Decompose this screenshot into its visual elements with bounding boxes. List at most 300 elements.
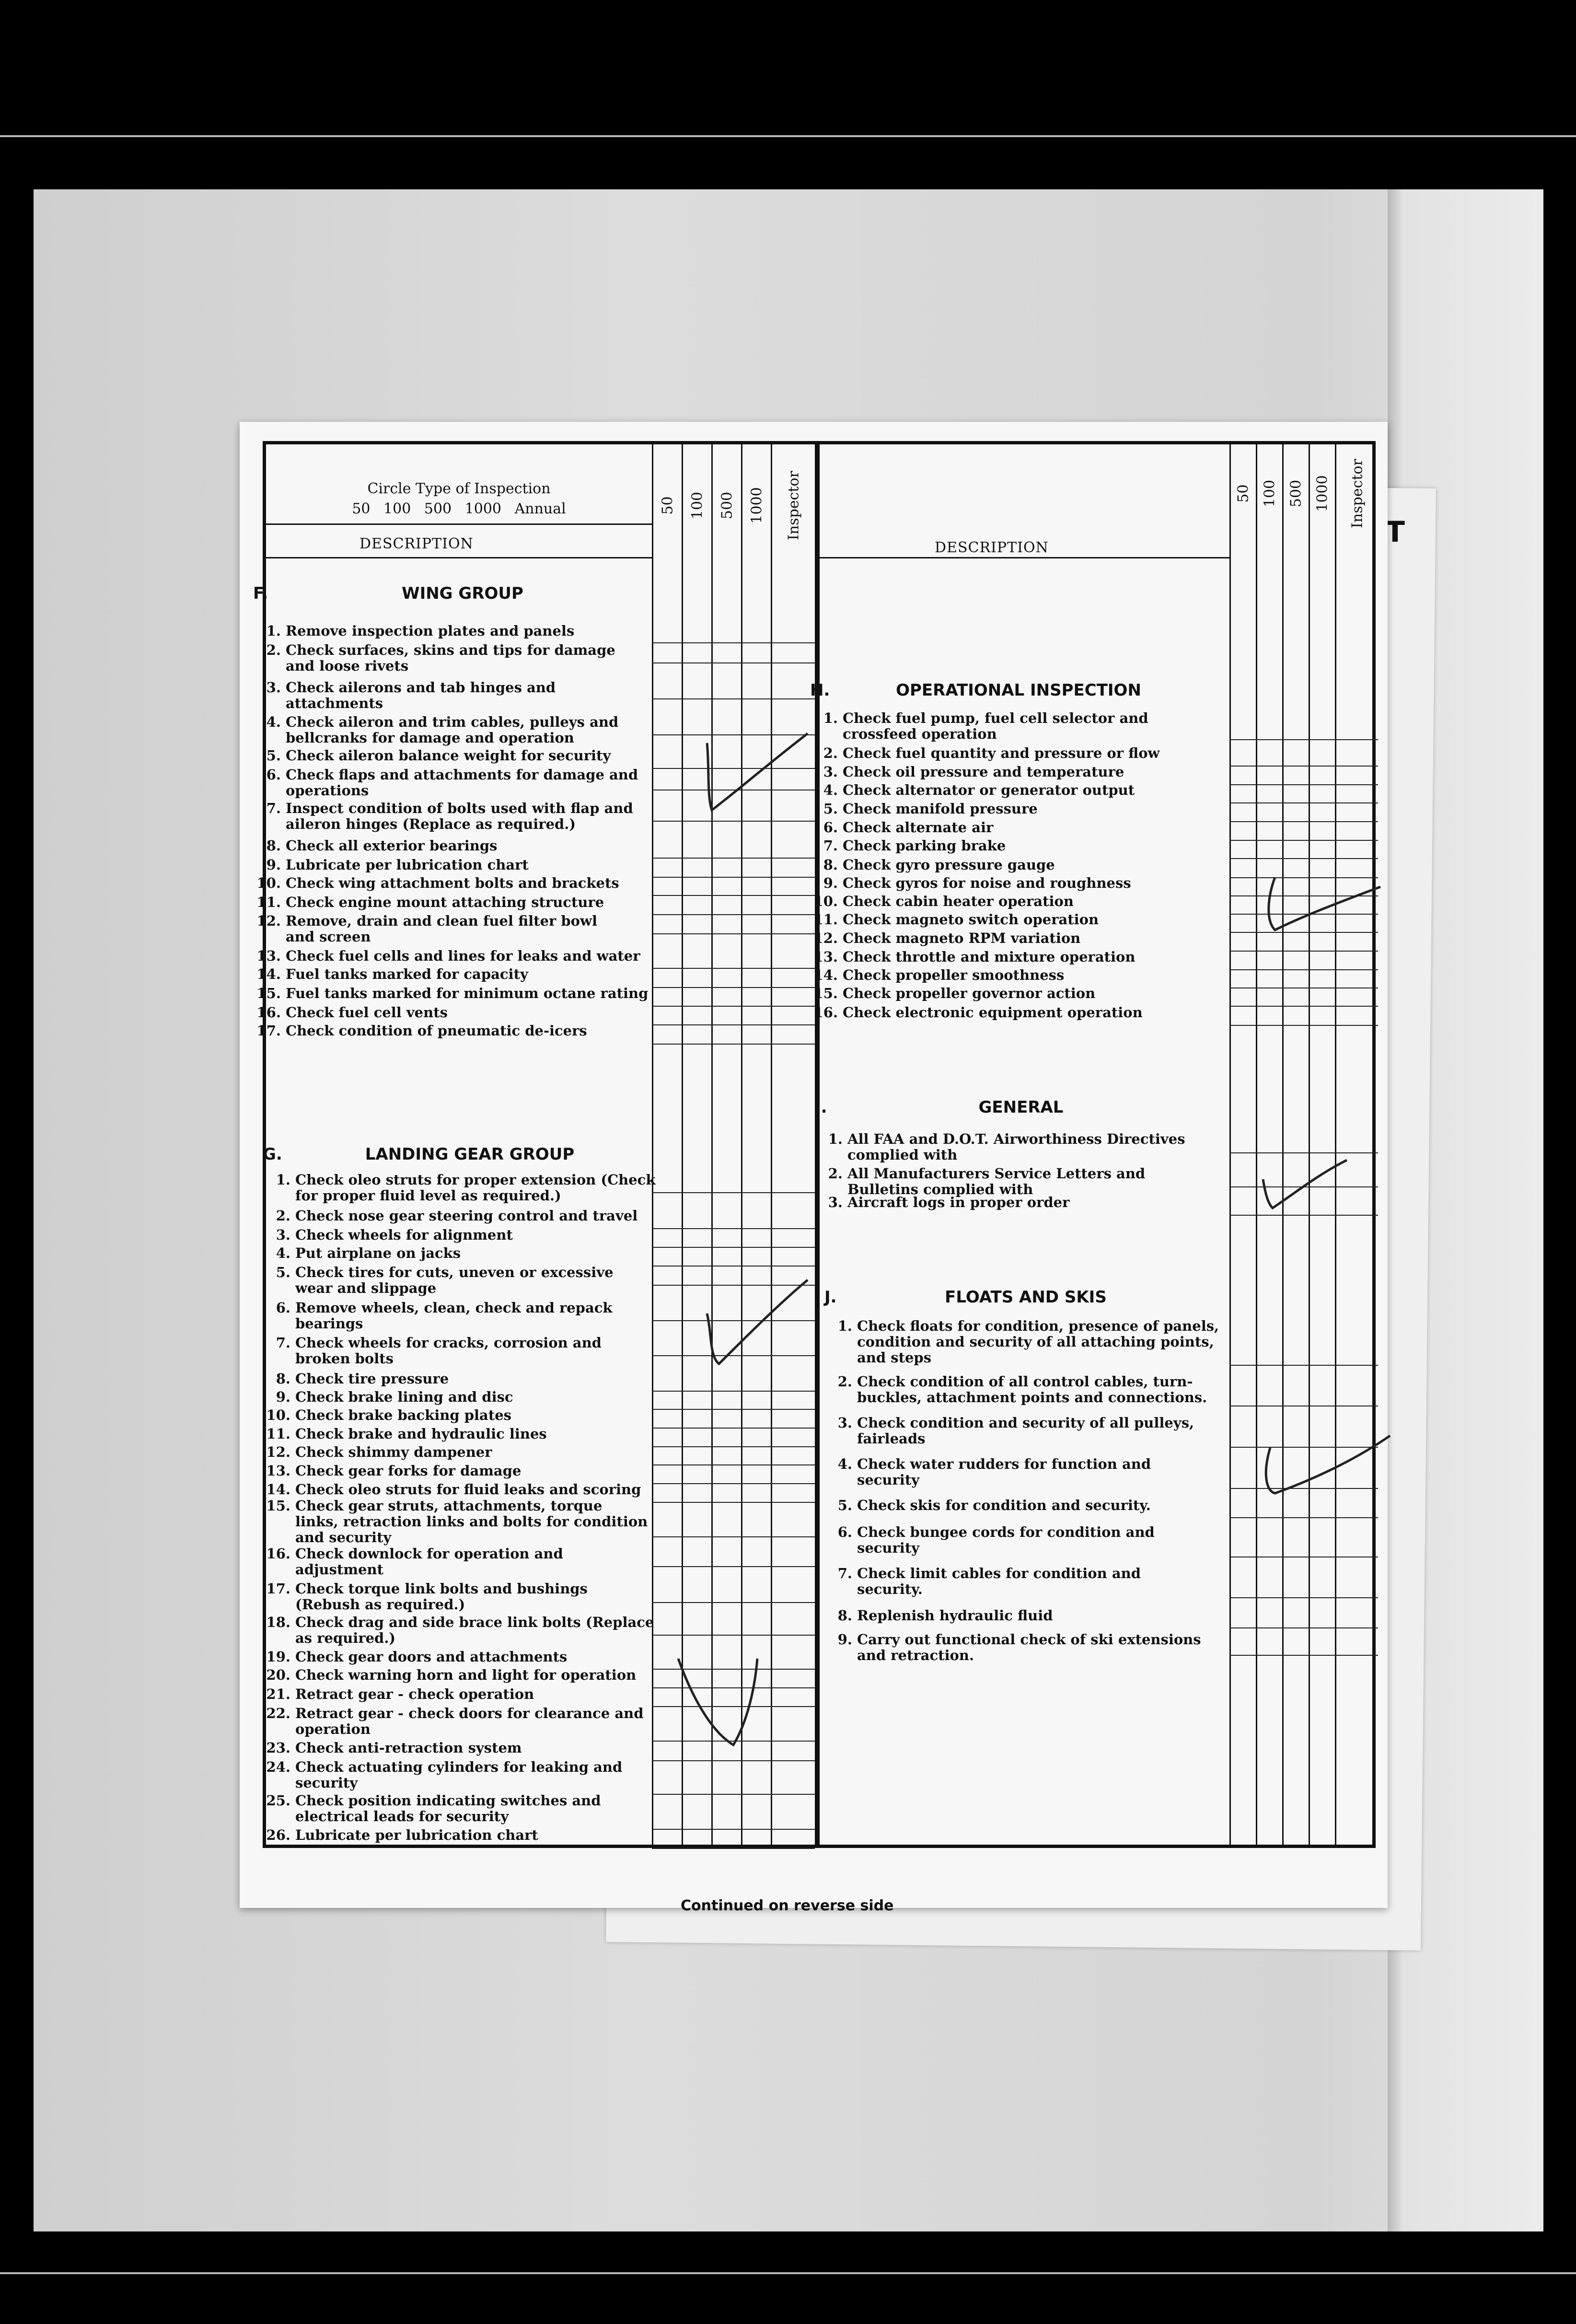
item-text: Check oleo struts for proper extension (Check for proper fluid level as required.) [295, 1172, 656, 1204]
item-number: 15. [813, 985, 838, 1001]
item-number: 20. [266, 1667, 290, 1683]
checklist-item-g-17 [263, 1581, 588, 1613]
item-number: 6. [823, 819, 838, 836]
column-header-100-right: 100 [1261, 479, 1278, 508]
checklist-item-h-9 [810, 875, 1131, 891]
item-text: Check torque link bolts and bushings (Rebush as required.) [295, 1580, 588, 1613]
checklist-item-g-3 [263, 1227, 513, 1243]
item-text: Aircraft logs in proper order [847, 1194, 1070, 1210]
item-number: 14. [256, 966, 281, 982]
checklist-item-g-18 [263, 1615, 654, 1646]
item-number: 13. [813, 949, 838, 965]
left-row-rule-29 [652, 1464, 815, 1465]
checklist-item-i-1 [815, 1131, 1185, 1163]
left-row-rule-13 [652, 968, 815, 969]
checklist-item-f-11 [253, 895, 604, 910]
right-check-columns [1229, 444, 1378, 1845]
item-number: 7. [837, 1565, 852, 1581]
right-row-rule-6 [1229, 840, 1378, 841]
item-number: 5. [276, 1264, 290, 1280]
left-row-rule-26 [652, 1409, 815, 1410]
item-number: 2. [276, 1208, 290, 1224]
item-number: 24. [266, 1759, 290, 1775]
checklist-item-h-11 [810, 912, 1099, 928]
checklist-item-j-5 [824, 1498, 1151, 1513]
right-row-rule-2 [1229, 766, 1378, 767]
item-number: 1. [837, 1318, 852, 1334]
item-text: Lubricate per lubrication chart [286, 857, 529, 873]
left-row-rule-20 [652, 1247, 815, 1248]
checklist-item-j-8 [824, 1608, 1053, 1624]
checklist-item-g-8 [263, 1371, 449, 1387]
item-number: 2. [823, 745, 838, 761]
item-number: 1. [828, 1131, 843, 1147]
left-row-rule-35 [652, 1635, 815, 1636]
inspection-type-options [266, 500, 652, 517]
checklist-item-g-25 [263, 1793, 601, 1824]
column-header-inspector-right: Inspector [1349, 459, 1366, 528]
item-number: 8. [276, 1371, 290, 1387]
item-text: Check aileron balance weight for security [286, 747, 611, 764]
checklist-item-g-10 [263, 1407, 511, 1423]
checklist-item-h-13 [810, 949, 1135, 965]
left-row-rule-21 [652, 1266, 815, 1267]
check-mark-general-path [1263, 1160, 1347, 1208]
checklist-item-f-8 [253, 838, 498, 854]
left-row-rule-2 [652, 662, 815, 663]
right-row-rule-27 [1229, 1627, 1378, 1628]
item-text: Fuel tanks marked for minimum octane rating [286, 985, 649, 1001]
checklist-item-h-7 [810, 838, 1006, 854]
section-title-g: LANDING GEAR GROUP [365, 1145, 575, 1164]
checklist-item-h-8 [810, 857, 1055, 873]
checklist-item-g-26 [263, 1827, 538, 1843]
item-text: Check floats for condition, presence of panels, condition and security of all attaching points, and steps [857, 1318, 1219, 1366]
section-letter-g: G. [263, 1145, 282, 1164]
left-row-rule-14 [652, 987, 815, 988]
checklist-item-g-15 [263, 1498, 648, 1545]
left-row-rule-3 [652, 698, 815, 699]
left-row-rule-42 [652, 1829, 815, 1830]
checklist-item-g-2 [263, 1208, 637, 1224]
item-text: Check propeller governor action [843, 985, 1096, 1001]
checklist-item-g-19 [263, 1649, 567, 1665]
checklist-item-f-7 [253, 801, 633, 832]
item-number: 3. [837, 1415, 852, 1431]
item-number: 9. [266, 857, 281, 873]
checklist-item-h-1 [810, 710, 1148, 742]
item-number: 25. [266, 1792, 290, 1809]
item-text: Check fuel quantity and pressure or flow [843, 745, 1160, 761]
checklist-item-f-13 [253, 948, 640, 964]
continued-note: Continued on reverse side [681, 1897, 894, 1914]
item-number: 10. [266, 1407, 290, 1423]
item-number: 2. [828, 1165, 843, 1182]
item-text: Check condition of pneumatic de-icers [286, 1023, 587, 1039]
left-row-rule-40 [652, 1760, 815, 1761]
checklist-item-f-3 [253, 680, 556, 711]
item-number: 14. [813, 967, 838, 983]
checklist-item-j-9 [824, 1632, 1201, 1663]
right-row-rule-17 [1229, 1152, 1378, 1153]
item-text: Check fuel cell vents [286, 1004, 448, 1021]
left-row-rule-15 [652, 1006, 815, 1007]
item-number: 16. [266, 1545, 290, 1562]
item-number: 3. [828, 1194, 843, 1210]
check-mark-wing-path [707, 733, 808, 810]
item-number: 11. [256, 894, 281, 910]
section-letter-j: J. [824, 1288, 837, 1307]
item-number: 11. [813, 911, 838, 928]
item-number: 9. [823, 875, 838, 891]
item-number: 15. [256, 985, 281, 1001]
check-mark-landing-gear [697, 1275, 812, 1371]
item-number: 7. [276, 1335, 290, 1351]
item-text: Check warning horn and light for operation [295, 1667, 637, 1683]
circle-type-label: Circle Type of Inspection [367, 480, 551, 497]
item-number: 13. [256, 948, 281, 964]
column-header-500-right: 500 [1287, 479, 1305, 508]
left-row-rule-17 [652, 1044, 815, 1045]
column-inspector-right [1335, 444, 1378, 1845]
item-number: 26. [266, 1827, 290, 1843]
section-title-j: FLOATS AND SKIS [945, 1288, 1107, 1307]
item-number: 4. [266, 714, 281, 730]
column-header-500: 500 [718, 491, 735, 520]
type-option-50[interactable]: 50 [352, 500, 371, 517]
item-text: Check ailerons and tab hinges and attachments [286, 679, 556, 711]
item-text: Check oil pressure and temperature [843, 764, 1124, 780]
left-check-columns [652, 444, 815, 1845]
left-row-rule-41 [652, 1794, 815, 1795]
checklist-item-g-9 [263, 1389, 513, 1405]
item-number: 4. [837, 1456, 852, 1472]
item-text: Check aileron and trim cables, pulleys and bellcranks for damage and operation [286, 714, 619, 746]
item-number: 19. [266, 1649, 290, 1665]
type-option-100[interactable]: 100 [383, 500, 411, 517]
section-letter-i: I. [815, 1098, 827, 1117]
item-number: 6. [837, 1524, 852, 1540]
left-row-rule-34 [652, 1602, 815, 1603]
item-number: 2. [266, 642, 281, 658]
item-text: Check parking brake [843, 837, 1006, 854]
checklist-item-h-10 [810, 894, 1074, 909]
checklist-item-g-23 [263, 1740, 522, 1756]
left-row-rule-32 [652, 1536, 815, 1537]
checklist-item-h-14 [810, 967, 1064, 983]
item-number: 5. [266, 747, 281, 764]
checklist-item-f-10 [253, 875, 619, 891]
right-row-rule-4 [1229, 802, 1378, 803]
item-text: Check water rudders for function and security [857, 1456, 1151, 1488]
checklist-item-f-15 [253, 986, 648, 1001]
checklist-item-f-14 [253, 966, 528, 982]
right-row-rule-12 [1229, 951, 1378, 952]
item-number: 6. [276, 1300, 290, 1316]
item-number: 3. [823, 764, 838, 780]
header-rule-left-top [266, 523, 652, 525]
left-row-rule-16 [652, 1024, 815, 1025]
checklist-item-h-6 [810, 820, 993, 836]
item-number: 12. [813, 930, 838, 946]
checklist-item-g-7 [263, 1335, 602, 1367]
column-100-right [1256, 444, 1282, 1845]
check-mark-operational [1261, 868, 1385, 944]
item-text: Check wheels for alignment [295, 1227, 513, 1243]
checklist-item-g-24 [263, 1759, 622, 1791]
column-50-right [1229, 444, 1256, 1845]
checklist-item-g-1 [263, 1172, 655, 1204]
item-number: 4. [276, 1245, 290, 1261]
item-text: Check condition of all control cables, turn- buckles, attachment points and connections. [857, 1373, 1207, 1406]
item-text: Check gear forks for damage [295, 1463, 521, 1479]
left-row-rule-25 [652, 1391, 815, 1392]
item-text: Remove inspection plates and panels [286, 623, 575, 639]
section-title-i: GENERAL [978, 1098, 1064, 1117]
item-number: 21. [266, 1686, 290, 1702]
item-number: 8. [823, 857, 838, 873]
left-row-rule-27 [652, 1428, 815, 1429]
item-text: Check bungee cords for condition and security [857, 1524, 1155, 1556]
checklist-item-g-14 [263, 1482, 641, 1498]
item-text: Check alternate air [843, 819, 994, 836]
checklist-item-j-7 [824, 1566, 1141, 1597]
item-text: Check actuating cylinders for leaking and security [295, 1759, 623, 1791]
checklist-item-h-16 [810, 1005, 1143, 1021]
checklist-item-f-9 [253, 857, 529, 873]
checklist-item-h-5 [810, 801, 1038, 817]
item-number: 9. [837, 1631, 852, 1648]
check-mark-wing-group [697, 724, 812, 820]
item-text: Check brake lining and disc [295, 1389, 513, 1405]
item-text: Check oleo struts for fluid leaks and scoring [295, 1481, 641, 1498]
item-number: 11. [266, 1426, 290, 1442]
column-header-50-right: 50 [1235, 484, 1252, 503]
item-text: Check throttle and mixture operation [843, 949, 1136, 965]
item-number: 3. [266, 679, 281, 696]
right-row-rule-24 [1229, 1517, 1378, 1518]
left-row-rule-10 [652, 895, 815, 896]
checklist-item-f-2 [253, 642, 615, 674]
item-text: Check position indicating switches and electrical leads for security [295, 1792, 601, 1824]
column-header-1000-right: 1000 [1314, 475, 1331, 512]
right-row-rule-5 [1229, 821, 1378, 822]
section-title-h: OPERATIONAL INSPECTION [896, 681, 1141, 700]
item-number: 6. [266, 767, 281, 783]
right-row-rule-7 [1229, 858, 1378, 859]
item-number: 12. [256, 913, 281, 929]
checklist-item-f-6 [253, 767, 638, 799]
item-text: Check condition and security of all pulleys, fairleads [857, 1415, 1194, 1447]
right-row-rule-16 [1229, 1025, 1378, 1026]
item-text: Check shimmy dampener [295, 1444, 492, 1460]
right-row-rule-13 [1229, 969, 1378, 970]
checklist-item-j-1 [824, 1318, 1219, 1366]
item-number: 17. [266, 1580, 290, 1597]
check-mark-floats [1261, 1433, 1395, 1515]
right-row-rule-26 [1229, 1597, 1378, 1598]
checklist-item-j-4 [824, 1456, 1151, 1488]
checklist-item-g-20 [263, 1667, 636, 1683]
check-mark-general [1256, 1155, 1352, 1218]
item-number: 22. [266, 1705, 290, 1721]
column-header-50: 50 [659, 496, 676, 515]
left-row-rule-43 [652, 1848, 815, 1849]
checklist-item-g-5 [263, 1265, 614, 1296]
left-row-rule-31 [652, 1502, 815, 1503]
checklist-item-h-12 [810, 930, 1080, 946]
checklist-item-h-2 [810, 745, 1160, 761]
item-text: Check nose gear steering control and travel [295, 1208, 638, 1224]
right-row-rule-28 [1229, 1655, 1378, 1656]
left-row-rule-8 [652, 858, 815, 859]
header-rule-left-bottom [266, 557, 652, 558]
item-number: 16. [256, 1004, 281, 1021]
checklist-item-i-2 [815, 1166, 1145, 1197]
section-letter-h: H. [810, 681, 830, 700]
item-text: Check tire pressure [295, 1371, 449, 1387]
item-number: 12. [266, 1444, 290, 1460]
item-text: Check magneto RPM variation [843, 930, 1081, 946]
item-text: Check wing attachment bolts and brackets [286, 875, 619, 891]
item-number: 17. [256, 1023, 281, 1039]
right-row-rule-20 [1229, 1365, 1378, 1366]
item-number: 9. [276, 1389, 290, 1405]
checklist-item-f-12 [253, 913, 597, 945]
check-mark-operational-path [1269, 877, 1380, 930]
item-text: Check gear doors and attachments [295, 1649, 568, 1665]
checklist-item-i-3 [815, 1195, 1069, 1210]
item-number: 4. [823, 782, 838, 798]
item-number: 15. [266, 1498, 290, 1514]
item-text: Check wheels for cracks, corrosion and broken bolts [295, 1335, 602, 1367]
check-mark-retract-gear [671, 1654, 781, 1759]
checklist-item-h-3 [810, 764, 1124, 780]
checklist-item-f-5 [253, 748, 611, 764]
checklist-item-g-13 [263, 1463, 521, 1479]
item-text: Fuel tanks marked for capacity [286, 966, 528, 982]
section-letter-f: F. [253, 584, 268, 603]
item-number: 13. [266, 1463, 290, 1479]
item-text: Check brake backing plates [295, 1407, 512, 1423]
item-text: Check engine mount attaching structure [286, 894, 604, 910]
item-text: Check propeller smoothness [843, 967, 1065, 983]
checklist-item-g-12 [263, 1444, 492, 1460]
section-title-f: WING GROUP [402, 584, 523, 603]
film-top-strip [0, 135, 1576, 137]
left-row-rule-28 [652, 1446, 815, 1447]
item-text: Check anti-retraction system [295, 1740, 522, 1756]
checklist-item-g-21 [263, 1686, 534, 1702]
checklist-item-g-6 [263, 1300, 613, 1332]
item-text: Check flaps and attachments for damage and operations [286, 767, 638, 799]
item-number: 18. [266, 1614, 290, 1630]
checklist-item-g-4 [263, 1245, 461, 1261]
item-number: 8. [266, 837, 281, 854]
check-mark-retract-path [678, 1659, 757, 1745]
column-1000-right [1309, 444, 1335, 1845]
checklist-item-j-3 [824, 1415, 1194, 1447]
item-text: Check manifold pressure [843, 801, 1038, 817]
description-header-left: DESCRIPTION [359, 535, 474, 552]
item-text: Check gear struts, attachments, torque links, retraction links and bolts for condition and security [295, 1498, 648, 1545]
column-header-1000: 1000 [748, 487, 765, 524]
item-number: 1. [276, 1172, 290, 1188]
left-row-rule-19 [652, 1228, 815, 1229]
header-rule-right-bottom [820, 557, 1229, 558]
type-option-annual[interactable]: Annual [514, 500, 566, 517]
item-text: Check cabin heater operation [843, 893, 1074, 909]
column-header-inspector: Inspector [785, 471, 802, 540]
item-text: Remove, drain and clean fuel filter bowl and screen [286, 913, 598, 945]
right-row-rule-1 [1229, 739, 1378, 740]
type-option-500[interactable]: 500 [424, 500, 452, 517]
item-text: Carry out functional check of ski extensions and retraction. [857, 1631, 1201, 1663]
item-number: 1. [823, 710, 838, 726]
item-number: 16. [813, 1004, 838, 1021]
item-text: Check gyros for noise and roughness [843, 875, 1131, 891]
item-number: 23. [266, 1740, 290, 1756]
checklist-item-g-11 [263, 1426, 547, 1442]
item-text: Check alternator or generator output [843, 782, 1135, 798]
type-option-1000[interactable]: 1000 [464, 500, 502, 517]
checklist-item-f-4 [253, 714, 618, 746]
item-number: 10. [256, 875, 281, 891]
item-text: Check fuel cells and lines for leaks and water [286, 948, 640, 964]
checklist-item-j-2 [824, 1374, 1207, 1406]
item-number: 7. [266, 800, 281, 816]
item-text: Check downlock for operation and adjustment [295, 1545, 563, 1578]
item-text: Check magneto switch operation [843, 911, 1099, 928]
item-number: 5. [823, 801, 838, 817]
description-header-right: DESCRIPTION [935, 539, 1049, 556]
checklist-item-f-1 [253, 623, 574, 639]
item-text: Lubricate per lubrication chart [295, 1827, 538, 1843]
item-text: Check limit cables for condition and security. [857, 1565, 1141, 1597]
item-text: Check surfaces, skins and tips for damage and loose rivets [286, 642, 615, 674]
item-number: 1. [266, 623, 281, 639]
item-text: Remove wheels, clean, check and repack bearings [295, 1300, 613, 1332]
column-header-100: 100 [689, 491, 706, 520]
item-text: Retract gear - check operation [295, 1686, 534, 1702]
item-number: 8. [837, 1607, 852, 1624]
item-text: Retract gear - check doors for clearance and operation [295, 1705, 644, 1737]
checklist-item-h-4 [810, 782, 1135, 798]
item-text: Check skis for condition and security. [857, 1497, 1151, 1513]
item-text: Check gyro pressure gauge [843, 857, 1055, 873]
left-row-rule-7 [652, 821, 815, 822]
item-text: Replenish hydraulic fluid [857, 1607, 1053, 1624]
checklist-item-f-16 [253, 1005, 448, 1021]
item-number: 5. [837, 1497, 852, 1513]
film-bottom-strip [0, 2272, 1576, 2274]
item-text: Check brake and hydraulic lines [295, 1426, 547, 1442]
item-number: 10. [813, 893, 838, 909]
item-text: Check tires for cuts, uneven or excessive wear and slippage [295, 1264, 614, 1296]
checklist-item-f-17 [253, 1023, 587, 1039]
item-number: 7. [823, 837, 838, 854]
item-text: All Manufacturers Service Letters and Bulletins complied with [847, 1165, 1146, 1197]
right-row-rule-3 [1229, 784, 1378, 785]
item-text: All FAA and D.O.T. Airworthiness Directives complied with [847, 1131, 1185, 1163]
checklist-item-h-15 [810, 986, 1095, 1001]
item-text: Check all exterior bearings [286, 837, 498, 854]
left-row-rule-9 [652, 877, 815, 878]
right-row-rule-15 [1229, 1006, 1378, 1007]
checklist-item-g-16 [263, 1546, 563, 1578]
left-row-rule-18 [652, 1192, 815, 1193]
left-row-rule-30 [652, 1483, 815, 1484]
